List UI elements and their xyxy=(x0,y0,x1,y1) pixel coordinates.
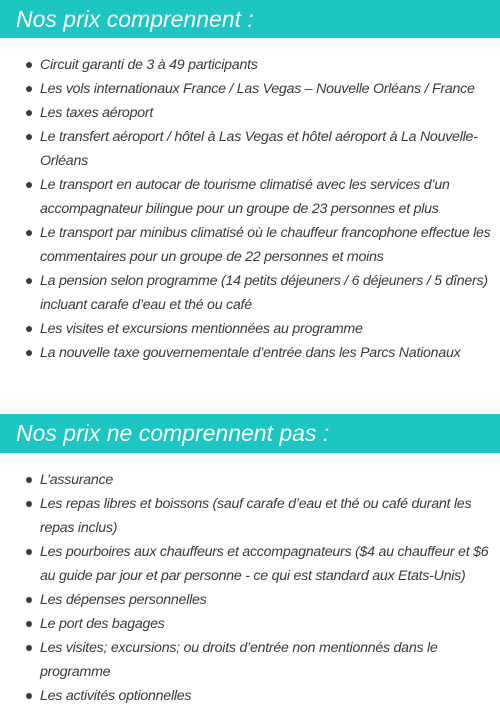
excluded-section-title: Nos prix ne comprennent pas : xyxy=(16,420,330,446)
list-item-text: La nouvelle taxe gouvernementale d’entrée dans les Parcs Nationaux xyxy=(40,345,461,361)
bullet-icon xyxy=(26,621,32,627)
list-item xyxy=(0,317,500,341)
excluded-list xyxy=(0,468,500,708)
list-item xyxy=(0,468,500,492)
list-item-text: Les visites et excursions mentionnées au programme xyxy=(40,321,363,337)
bullet-icon xyxy=(26,230,32,236)
bullet-icon xyxy=(26,477,32,483)
list-item-text: Le transport en autocar de tourisme climatisé avec les services d’un accompagnateur bilingue pour un groupe de 23 personnes et plus xyxy=(40,177,450,217)
bullet-icon xyxy=(26,645,32,651)
list-item-text: La pension selon programme (14 petits déjeuners / 6 déjeuners / 5 dîners) incluant carafe d’eau et thé ou café xyxy=(40,273,488,313)
list-item xyxy=(0,125,500,173)
bullet-icon xyxy=(26,597,32,603)
bullet-icon xyxy=(26,110,32,116)
bullet-icon xyxy=(26,86,32,92)
list-item xyxy=(0,77,500,101)
list-item-text: Les dépenses personnelles xyxy=(40,592,207,608)
list-item xyxy=(0,53,500,77)
list-item xyxy=(0,269,500,317)
bullet-icon xyxy=(26,326,32,332)
bullet-icon xyxy=(26,134,32,140)
included-section-header xyxy=(0,0,500,38)
list-item-text: Le transfert aéroport / hôtel à Las Vegas et hôtel aéroport à La Nouvelle-Orléans xyxy=(40,129,478,169)
list-item xyxy=(0,636,500,684)
list-item-text: Le transport par minibus climatisé où le chauffeur francophone effectue les commentaires pour un groupe de 22 personnes et moins xyxy=(40,225,491,265)
excluded-section-header xyxy=(0,414,500,453)
list-item-text: Le port des bagages xyxy=(40,616,165,632)
bullet-icon xyxy=(26,501,32,507)
included-section-title: Nos prix comprennent : xyxy=(16,6,254,32)
list-item xyxy=(0,540,500,588)
bullet-icon xyxy=(26,182,32,188)
list-item xyxy=(0,341,500,365)
list-item xyxy=(0,101,500,125)
bullet-icon xyxy=(26,350,32,356)
list-item xyxy=(0,221,500,269)
included-list xyxy=(0,53,500,365)
list-item xyxy=(0,684,500,708)
list-item-text: Les activités optionnelles xyxy=(40,688,192,704)
list-item-text: L’assurance xyxy=(40,472,113,488)
list-item-text: Les taxes aéroport xyxy=(40,105,154,121)
list-item-text: Les pourboires aux chauffeurs et accompagnateurs ($4 au chauffeur et $6 au guide par jour et par personne - ce qui est standard aux Etats-Unis) xyxy=(40,544,489,584)
list-item-text: Les repas libres et boissons (sauf carafe d’eau et thé ou café durant les repas inclus) xyxy=(40,496,472,536)
list-item-text: Circuit garanti de 3 à 49 participants xyxy=(40,57,258,73)
bullet-icon xyxy=(26,278,32,284)
list-item xyxy=(0,492,500,540)
list-item-text: Les vols internationaux France / Las Vegas – Nouvelle Orléans / France xyxy=(40,81,475,97)
list-item xyxy=(0,173,500,221)
bullet-icon xyxy=(26,693,32,699)
bullet-icon xyxy=(26,62,32,68)
list-item-text: Les visites; excursions; ou droits d’entrée non mentionnés dans le programme xyxy=(40,640,438,680)
bullet-icon xyxy=(26,549,32,555)
list-item xyxy=(0,588,500,612)
list-item xyxy=(0,612,500,636)
